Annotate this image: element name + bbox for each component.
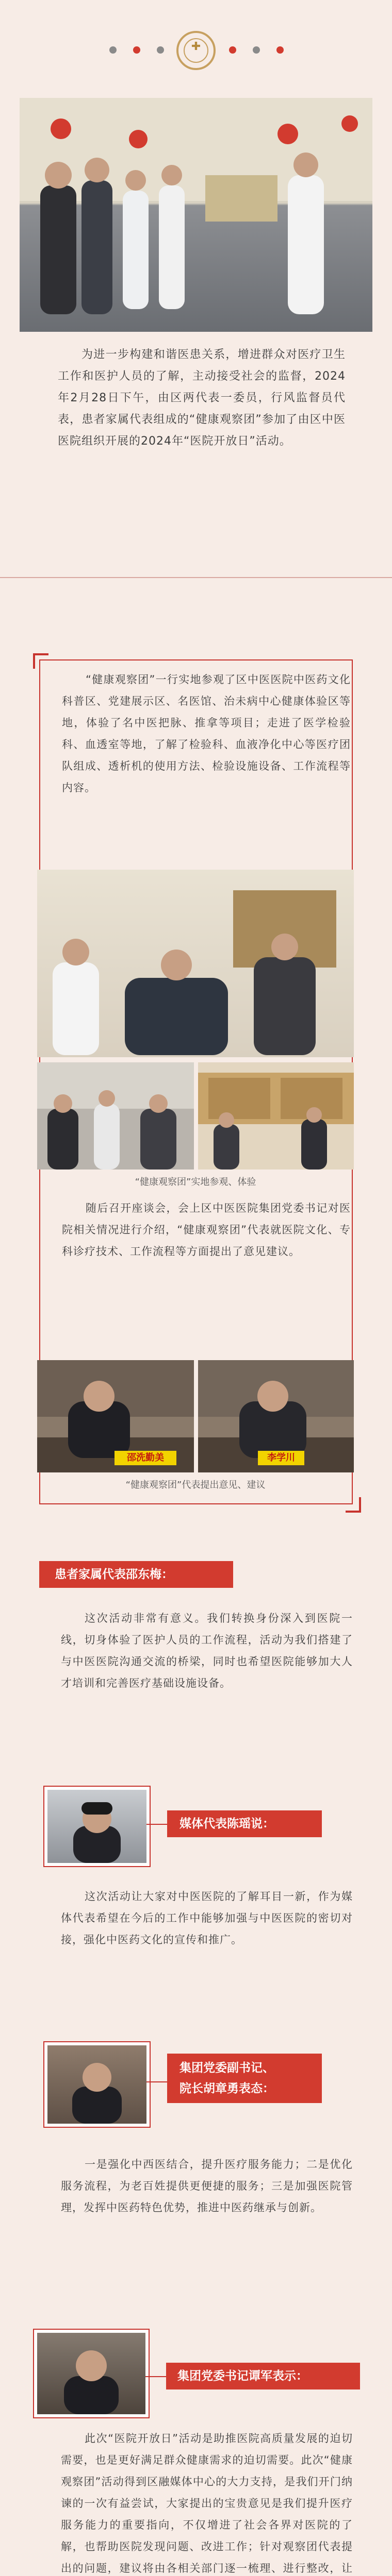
speaker-2-title (167, 1810, 322, 1837)
box-corner-accent (33, 653, 48, 669)
speaker-4-portrait (34, 2330, 149, 2417)
box-corner-accent (346, 1497, 361, 1513)
dot-2 (133, 46, 140, 54)
dot-1 (109, 46, 117, 54)
speaker-1-paragraph (61, 1607, 353, 1694)
hero-photo (20, 98, 372, 332)
dot-4 (229, 46, 236, 54)
speaker-4-title (166, 2363, 360, 2389)
visit-photo-main (37, 870, 354, 1057)
dot-6 (276, 46, 284, 54)
speaker-2-line (146, 1824, 167, 1825)
speaker-2-text: 这次活动让大家对中医医院的了解耳目一新，作为媒体代表希望在今后的工作中能够加强与中医医院的密切对接，强化中医药文化的宣传和推广。 (61, 1890, 353, 1946)
dot-3 (157, 46, 164, 54)
hospital-logo-icon: ✚ (176, 31, 216, 70)
header-decoration (0, 31, 392, 72)
speaker-4-title-text: 集团党委书记谭军表示： (177, 2369, 308, 2383)
speaker-1-title-text: 患者家属代表邵东梅： (55, 1568, 173, 1581)
name-badge: 邵洗勤美 (115, 1451, 176, 1465)
intro-paragraph (58, 344, 346, 452)
speaker-3-title-line2: 院长胡章勇表态： (179, 2082, 274, 2095)
visit-photo-left (37, 1062, 194, 1170)
meeting-caption: “健康观察团”代表提出意见、建议 (125, 1480, 266, 1490)
speaker-4-line (145, 2376, 166, 2377)
visit-photo-right (198, 1062, 354, 1170)
section-divider (0, 577, 392, 578)
speaker-2-paragraph (61, 1886, 353, 1951)
speaker-2-portrait (44, 1787, 150, 1866)
speaker-3-paragraph (61, 2154, 353, 2218)
speaker-3-title-line1: 集团党委副书记、 (179, 2061, 274, 2075)
meeting-text: 随后召开座谈会，会上区中医医院集团党委书记对医院相关情况进行介绍，“健康观察团”代表就医院文化、专科诊疗技术、工作流程等方面提出了意见建议。 (62, 1202, 351, 1258)
speaker-3-title (167, 2054, 322, 2103)
speaker-3-line (146, 2081, 167, 2082)
visit-text: “健康观察团”一行实地参观了区中医医院中医药文化科普区、党建展示区、名医馆、治未病中心健康体验区等地，体验了名中医把脉、推拿等项目；走进了医学检验科、血透室等地，了解了检验科、血液净化中心等医疗团队组成、透析机的使用方法、检验设施设备、工作流程等内容。 (62, 673, 351, 794)
visit-paragraph (62, 669, 351, 799)
speaker-3-portrait (44, 2042, 150, 2127)
speaker-2-title-text: 媒体代表陈瑶说： (179, 1817, 274, 1831)
speaker-4-text: 此次“医院开放日”活动是助推医院高质量发展的迫切需要，也是更好满足群众健康需求的迫切需要。此次“健康观察团”活动得到区融媒体中心的大力支持，是我们开门纳谏的一次有益尝试，大家提出的宝贵意见是我们提升医疗服务能力的重要指向，不仅增进了社会各界对医院的了解，也帮助医院发现问题、改进工作；针对观察团代表提出的问题，建议将由各相关部门逐一梳理、进行整改，让 (61, 2432, 353, 2574)
meeting-paragraph (62, 1197, 351, 1262)
meeting-photo-right (198, 1360, 354, 1472)
speaker-1-text: 这次活动非常有意义。我们转换身份深入到医院一线，切身体验了医护人员的工作流程，活动为我们搭建了与中医医院沟通交流的桥梁，同时也希望医院能够加大人才培训和完善医疗基础设施设备。 (61, 1612, 353, 1689)
dot-5 (253, 46, 260, 54)
speaker-4-paragraph (61, 2428, 353, 2576)
speaker-1-title (39, 1561, 233, 1588)
visit-caption: “健康观察团”实地参观、体验 (135, 1177, 256, 1188)
name-badge: 李学川 (258, 1451, 304, 1465)
intro-text: 为进一步构建和谐医患关系，增进群众对医疗卫生工作和医护人员的了解，主动接受社会的监督，2024年2月28日下午，由区两代表一委员，行风监督员代表，患者家属代表组成的“健康观察团”参加了由区中医医院组织开展的2024年“医院开放日”活动。 (58, 348, 346, 448)
hero-photo-illustration (20, 98, 372, 332)
speaker-3-text: 一是强化中西医结合，提升医疗服务能力；二是优化服务流程，为老百姓提供更便捷的服务；三是加强医院管理，发挥中医药特色优势，推进中医药继承与创新。 (61, 2158, 353, 2214)
meeting-photo-left (37, 1360, 194, 1472)
